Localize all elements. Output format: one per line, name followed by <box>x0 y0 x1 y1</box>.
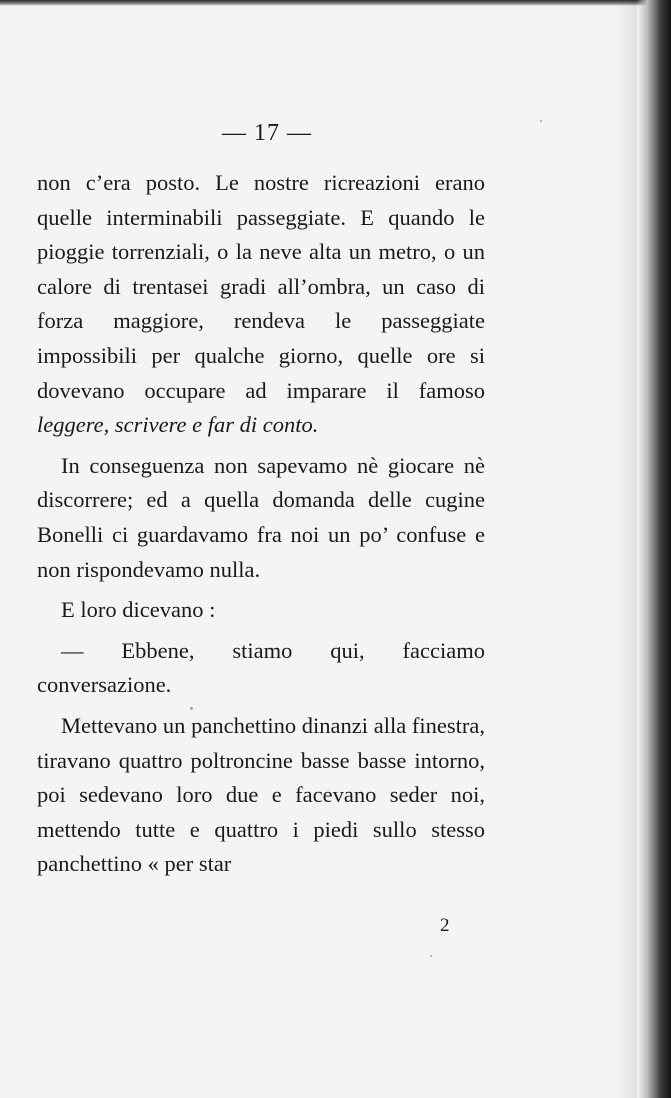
paragraph <box>37 593 485 628</box>
paragraph <box>37 709 485 882</box>
paragraph <box>37 634 485 703</box>
paragraph <box>37 166 485 443</box>
paper-speck <box>190 707 193 710</box>
page-number-header: — 17 — <box>222 120 312 146</box>
paper-speck <box>430 955 432 957</box>
body-text <box>37 166 485 888</box>
text-run: Mettevano un panchettino dinanzi alla finestra, tiravano quattro poltroncine basse basse intorno, poi sedevano loro due e facevano seder noi, mettendo tutte e quattro i piedi sullo stesso panchettino « per star <box>37 712 485 877</box>
text-run: E loro dicevano : <box>61 597 216 623</box>
paragraph <box>37 449 485 587</box>
text-run: In conseguenza non sapevamo nè giocare nè discorrere; ed a quella domanda delle cugine Bonelli ci guardavamo fra noi un po’ confuse e non rispondevamo nulla. <box>37 452 485 582</box>
text-run: non c’era posto. Le nostre ricreazioni erano quelle interminabili passeggiate. E quando le pioggie torrenziali, o la neve alta un metro, o un calore di trentasei gradi all’ombra, un caso di forza maggiore, rendeva le passeggiate impossibili per qualche giorno, quelle ore si dovevano occupare ad imparare il famoso <box>37 170 485 403</box>
binding-edge <box>637 0 671 1098</box>
paper-speck <box>540 120 542 122</box>
signature-mark: 2 <box>440 915 450 936</box>
italic-text: leggere, scrivere e far di conto. <box>37 412 319 438</box>
gutter-shadow <box>615 0 637 1098</box>
text-run: — Ebbene, stiamo qui, facciamo conversazione. <box>37 637 485 698</box>
page-top-edge <box>0 0 671 6</box>
